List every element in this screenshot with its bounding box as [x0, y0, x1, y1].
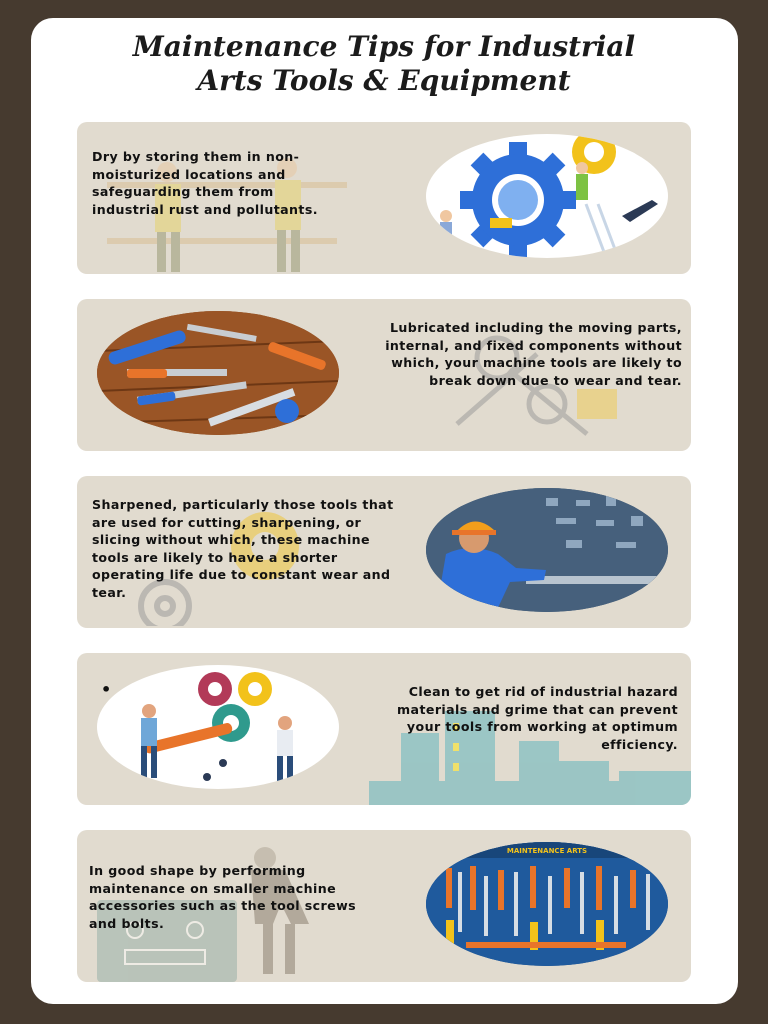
tip-card-dry [77, 122, 691, 274]
technician-workbench-photo [426, 488, 668, 612]
page-title [0, 30, 768, 98]
tip-card-lubricated [77, 299, 691, 451]
gear-team-illustration [426, 134, 668, 258]
tip-text: In good shape by performing maintenance on smaller machine accessories such as the tool screws and bolts. [89, 863, 357, 931]
gear-workers-illustration [97, 665, 339, 789]
gear-team-illustration-icon [426, 134, 668, 258]
tip-text: Sharpened, particularly those tools that are used for cutting, sharpening, or slicing without which, these machine tools are likely to have a shorter operating life due to constant wear and tear. [92, 497, 394, 600]
tool-wall-icon [426, 842, 668, 966]
gear-workers-illustration-icon [97, 665, 339, 789]
technician-workbench-icon [426, 488, 668, 612]
tip-text: Dry by storing them in non-moisturized locations and safeguarding them from industrial rust and pollutants. [92, 149, 318, 217]
tip-card-sharpened [77, 476, 691, 628]
tool-wall-label: MAINTENANCE ARTS [506, 847, 588, 855]
title-line-1: Maintenance Tips for Industrial [132, 30, 636, 63]
tool-wall-photo [426, 842, 668, 966]
wrench-toolset-photo-icon [97, 311, 339, 435]
tip-text: Lubricated including the moving parts, internal, and fixed components without which, your machine tools are likely to break down due to wear and tear. [385, 320, 682, 388]
wrench-toolset-photo [97, 311, 339, 435]
tip-card-clean [77, 653, 691, 805]
bullet-mark: • [101, 680, 112, 699]
tip-card-good-shape [77, 830, 691, 982]
tip-text: Clean to get rid of industrial hazard materials and grime that can prevent your tools from working at optimum efficiency. [397, 684, 678, 752]
title-line-2: Arts Tools & Equipment [197, 64, 571, 97]
